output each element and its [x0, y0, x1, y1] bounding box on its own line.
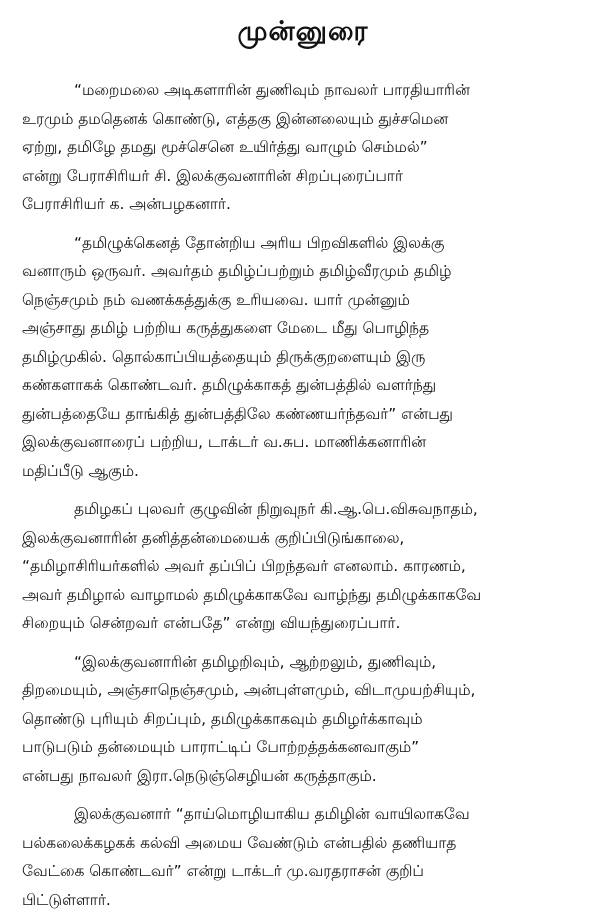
text-line: இலக்குவனாரின் தனித்தன்மையைக் குறிப்பிடுங்காலை, — [22, 524, 584, 553]
text-line: “தமிழாசிரியர்களில் அவர் தப்பிப் பிறந்தவர் எனலாம். காரணம், — [22, 552, 584, 581]
paragraph-1 — [22, 76, 584, 219]
paragraph-4 — [22, 648, 584, 791]
text-line: “இலக்குவனாரின் தமிழறிவும், ஆற்றலும், துணிவும், — [22, 648, 584, 677]
text-line: ஏற்று, தமிழே தமது மூச்செனெ உயிர்த்து வாழும் செம்மல்” — [22, 133, 584, 162]
text-line: “மறைமலை அடிகளாரின் துணிவும் நாவலர் பாரதியாரின் — [22, 76, 584, 105]
text-line: இலக்குவனாரைப் பற்றிய, டாக்டர் வ.சுப. மாணிக்கனாரின் — [22, 428, 584, 457]
text-line: நெஞ்சமும் நம் வணக்கத்துக்கு உரியவை. யார் முன்னும் — [22, 286, 584, 315]
page-title: முன்னுரை — [22, 14, 584, 50]
text-line: என்பது நாவலர் இரா.நெடுஞ்செழியன் கருத்தாகும். — [22, 762, 584, 791]
text-line: வனாரும் ஒருவர். அவர்தம் தமிழ்ப்பற்றும் தமிழ்வீரமும் தமிழ் — [22, 257, 584, 286]
text-line: அவர் தமிழால் வாழாமல் தமிழுக்காகவே வாழ்ந்து தமிழுக்காகவே — [22, 581, 584, 610]
paragraph-3 — [22, 495, 584, 638]
text-line: பிட்டுள்ளார். — [22, 886, 584, 914]
text-line: தமிழ்முகில். தொல்காப்பியத்தையும் திருக்குறளையும் இரு — [22, 343, 584, 372]
text-line: திறமையும், அஞ்சாநெஞ்சமும், அன்புள்ளமும், விடாமுயற்சியும், — [22, 676, 584, 705]
text-line: சிறையும் சென்றவர் என்பதே” என்று வியந்துரைப்பார். — [22, 609, 584, 638]
text-line: துன்பத்தையே தாங்கித் துன்பத்திலே கண்ணயர்ந்தவர்” என்பது — [22, 400, 584, 429]
text-line: பாடுபடும் தன்மையும் பாராட்டிப் போற்றத்தக்கனவாகும்” — [22, 733, 584, 762]
text-line: அஞ்சாது தமிழ் பற்றிய கருத்துகளை மேடை மீது பொழிந்த — [22, 314, 584, 343]
text-line: “தமிழுக்கெனத் தோன்றிய அரிய பிறவிகளில் இலக்கு — [22, 229, 584, 258]
paragraph-5 — [22, 800, 584, 914]
text-line: மதிப்பீடு ஆகும். — [22, 457, 584, 486]
text-line: என்று பேராசிரியர் சி. இலக்குவனாரின் சிறப்புரைப்பார் — [22, 162, 584, 191]
text-line: வேட்கை கொண்டவர்” என்று டாக்டர் மு.வரதராசன் குறிப் — [22, 857, 584, 886]
text-line: பேராசிரியர் க. அன்பழகனார். — [22, 190, 584, 219]
text-line: பல்கலைக்கழகக் கல்வி அமைய வேண்டும் என்பதில் தணியாத — [22, 829, 584, 858]
text-line: உரமும் தமதெனக் கொண்டு, எத்தகு இன்னலையும் துச்சமென — [22, 105, 584, 134]
text-line: தமிழகப் புலவர் குழுவின் நிறுவுநர் கி.ஆ.பெ.விசுவநாதம், — [22, 495, 584, 524]
text-line: இலக்குவனார் “தாய்மொழியாகிய தமிழின் வாயிலாகவே — [22, 800, 584, 829]
text-line: தொண்டு புரியும் சிறப்பும், தமிழுக்காகவும் தமிழர்க்காவும் — [22, 705, 584, 734]
text-line: கண்களாகக் கொண்டவர். தமிழுக்காகத் துன்பத்தில் வளர்ந்து — [22, 371, 584, 400]
paragraph-2 — [22, 229, 584, 486]
